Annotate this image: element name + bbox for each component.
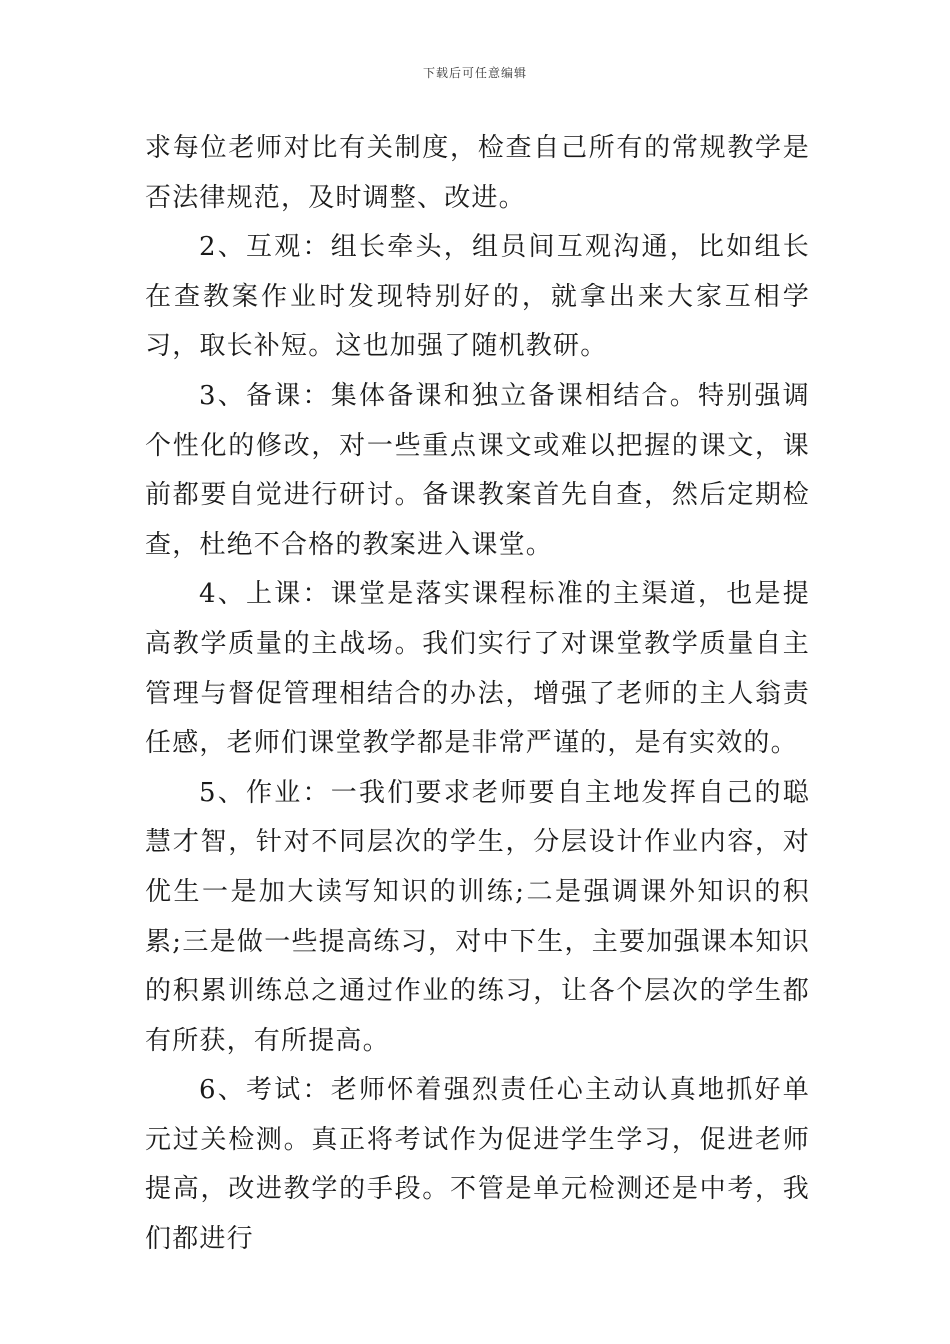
paragraph-lesson-prep: 3、备课：集体备课和独立备课相结合。特别强调个性化的修改，对一些重点课文或难以把握的课文，课前都要自觉进行研讨。备课教案首先自查，然后定期检查，杜绝不合格的教案进入课堂。 [145, 380, 810, 560]
paragraph-exams: 6、考试：老师怀着强烈责任心主动认真地抓好单元过关检测。真正将考试作为促进学生学习，促进老师提高，改进教学的手段。不管是单元检测还是中考，我们都进行 [145, 1075, 810, 1255]
page-header: 下载后可任意编辑 [422, 66, 527, 80]
paragraph-homework: 5、作业：一我们要求老师要自主地发挥自己的聪慧才智，针对不同层次的学生，分层设计作业内容，对优生一是加大读写知识的训练;二是强调课外知识的积累;三是做一些提高练习，对中下生，主要加强课本知识的积累训练总之通过作业的练习，让各个层次的学生都有所获，有所提高。 [145, 777, 810, 1056]
document-body [145, 124, 810, 1265]
paragraph-continuation: 求每位老师对比有关制度，检查自己所有的常规教学是否法律规范，及时调整、改进。 [145, 133, 810, 213]
paragraph-classes: 4、上课：课堂是落实课程标准的主渠道，也是提高教学质量的主战场。我们实行了对课堂教学质量自主管理与督促管理相结合的办法，增强了老师的主人翁责任感，老师们课堂教学都是非常严谨的，是有实效的。 [145, 579, 810, 759]
paragraph-mutual-observation: 2、互观：组长牵头，组员间互观沟通，比如组长在查教案作业时发现特别好的，就拿出来大家互相学习，取长补短。这也加强了随机教研。 [145, 232, 810, 362]
